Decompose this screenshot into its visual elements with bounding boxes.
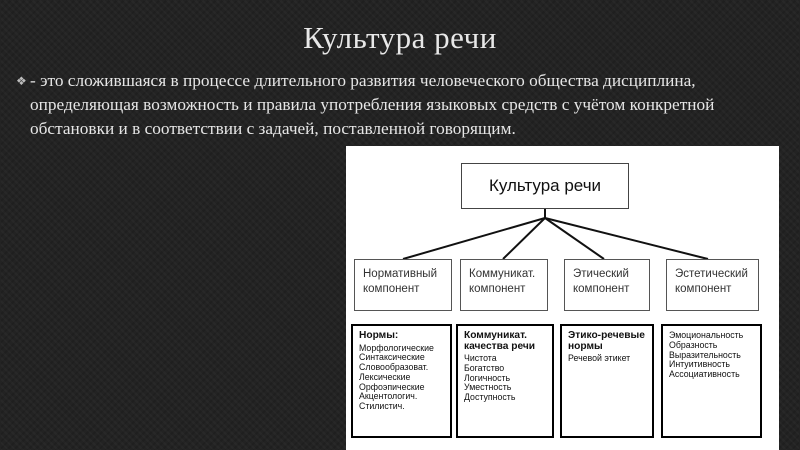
detail-aesthetic [661,324,762,438]
detail-item: Чистота [464,353,497,363]
component-label: Нормативный [363,268,437,280]
component-label: компонент [363,283,420,295]
detail-item: Ассоциативность [669,369,740,380]
detail-item: Речевой этикет [568,353,631,363]
detail-item: Логичность [464,372,511,383]
detail-item: Уместность [464,382,512,393]
component-communicative [460,259,548,311]
component-normative [354,259,452,311]
detail-item: Эмоциональность [669,330,744,340]
detail-communicative [456,324,554,438]
component-label: Эстетический [675,268,748,280]
slide-title: Культура речи [303,20,497,55]
detail-item: Синтаксические [359,352,425,363]
component-aesthetic [666,259,759,311]
detail-item: Образность [669,339,718,350]
detail-normative [351,324,452,438]
detail-heading: Нормы: [359,330,399,341]
detail-item: Выразительность [669,349,741,360]
detail-item: Лексические [359,371,411,382]
culture-of-speech-diagram [346,146,779,450]
detail-item: Морфологические [359,342,434,353]
component-label: Этический [573,268,629,280]
component-ethical [564,259,650,311]
detail-heading: Этико-речевые нормы [568,330,645,352]
component-label: компонент [469,283,526,295]
component-label: компонент [675,283,732,295]
detail-item: Акцентологич. [359,391,418,402]
detail-item: Стилистич. [359,401,405,412]
component-label: Коммуникат. [469,268,536,280]
root-box: Культура речи [461,163,629,209]
detail-item: Богатство [464,362,505,373]
detail-heading: Коммуникат. качества речи [464,330,536,352]
bullet-icon: ❖ [16,74,27,88]
detail-item: Орфоэпические [359,381,425,392]
component-label: компонент [573,283,630,295]
detail-item: Словообразоват. [359,362,429,373]
detail-ethical [560,324,654,438]
definition-text: - это сложившаяся в процессе длительного развития человеческого общества дисциплина, определяющая возможность и правила употребления языковых средств с учётом конкретной обстановки и в соответствии с задачей, поставленной говорящим. [30,71,715,138]
detail-item: Доступность [464,392,516,403]
detail-item: Интуитивность [669,359,730,370]
